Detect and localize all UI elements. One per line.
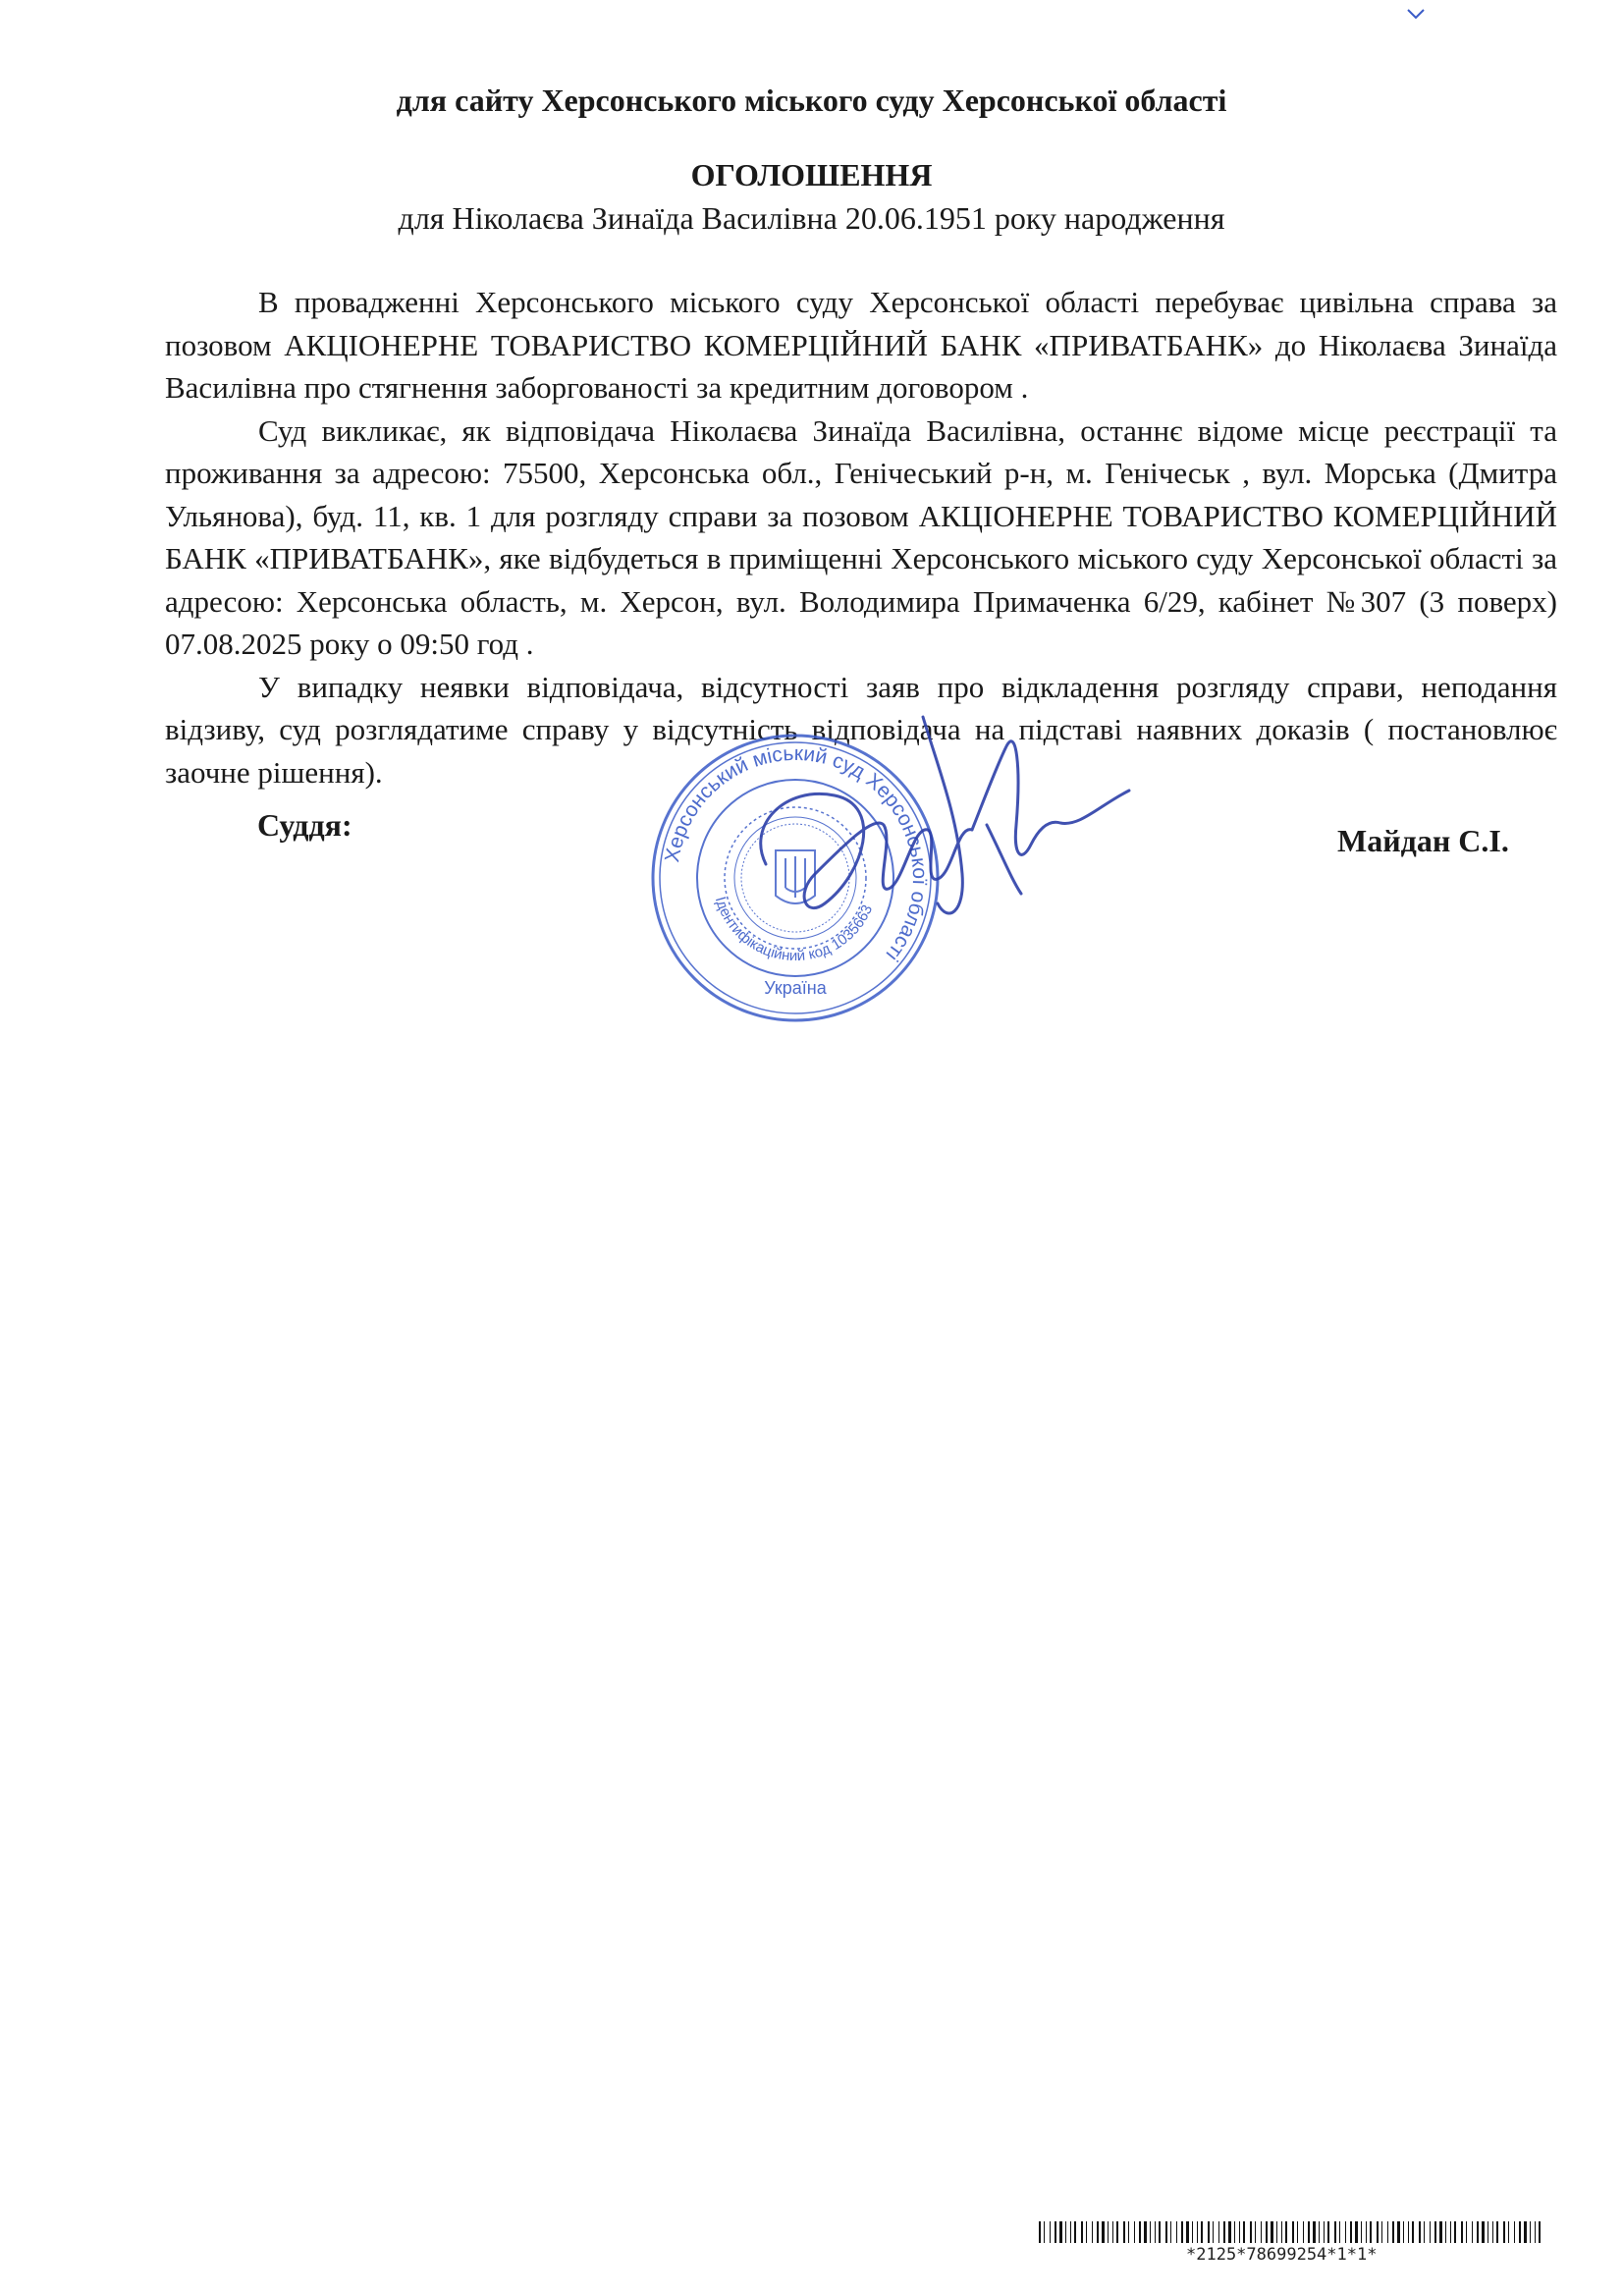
barcode-bar [1327,2221,1329,2243]
barcode-bar [1276,2221,1277,2243]
barcode-bar [1074,2221,1076,2243]
barcode-bar [1445,2221,1446,2243]
barcode-bar [1477,2221,1479,2243]
document-barcode [1039,2221,1543,2284]
barcode-bar [1243,2221,1245,2243]
barcode-bar [1454,2221,1456,2243]
barcode-bar [1112,2221,1113,2243]
barcode-bar [1228,2221,1231,2243]
paragraph-summons: Суд викликає, як відповідача Ніколаєва Зинаїда Василівна, останнє відоме місце реєстрації та проживання за адресою: 75500, Херсонська обл., Генічеський р-н, м. Генічеськ , вул. Морська (Дмитра Ульянова), буд. 11, кв. 1 для розгляду справи за позовом АКЦІОНЕРНЕ ТОВАРИСТВО КОМЕРЦІЙНИЙ БАНК «ПРИВАТБАНК», яке відбудеться в приміщенні Херсонського міського суду Херсонської області за адресою: Херсонська область, м. Херсон, вул. Володимира Примаченка 6/29, кабінет №307 (3 поверх) 07.08.2025 року о 09:50 год . [165,412,1557,661]
barcode-bar [1370,2221,1372,2243]
barcode-bar [1197,2221,1198,2243]
barcode-bar [1408,2221,1409,2243]
barcode-bar [1297,2221,1298,2243]
barcode-bar [1218,2221,1219,2243]
barcode-bar [1392,2221,1394,2243]
barcode-bar [1108,2221,1109,2243]
barcode-bar [1255,2221,1256,2243]
barcode-bar [1086,2221,1087,2243]
barcode-bar [1050,2221,1051,2243]
barcode-bar [1466,2221,1467,2243]
barcode-bar [1059,2221,1062,2243]
barcode-bar [1377,2221,1379,2243]
barcode-bar [1116,2221,1118,2243]
barcode-bar [1065,2221,1066,2243]
barcode-bar [1055,2221,1056,2243]
barcode-bar [1492,2221,1493,2243]
barcode-bar [1234,2221,1235,2243]
barcode-bar [1303,2221,1304,2243]
paragraph-case-info: В провадженні Херсонського міського суду Херсонської області перебуває цивільна справа за позовом АКЦІОНЕРНЕ ТОВАРИСТВО КОМЕРЦІЙНИЙ БАНК «ПРИВАТБАНК» до Ніколаєва Зинаїда Василівна про стягнення заборгованості за кредитним договором . [165,285,1557,405]
barcode-bar [1128,2221,1129,2243]
barcode-bar [1424,2221,1425,2243]
barcode-number: *2125*78699254*1*1* [1186,2245,1378,2265]
barcode-bar [1334,2221,1336,2243]
barcode-bar [1434,2221,1436,2243]
barcode-bar [1155,2221,1156,2243]
barcode-bar [1430,2221,1431,2243]
barcode-bar [1070,2221,1071,2243]
barcode-bar [1324,2221,1325,2243]
barcode-bar [1397,2221,1400,2243]
site-header-line: для сайту Херсонського міського суду Херсонської області [396,82,1227,118]
barcode-bar [1292,2221,1294,2243]
document-subtitle: для Ніколаєва Зинаїда Василівна 20.06.1951 року народження [398,200,1225,236]
barcode-bar [1419,2221,1421,2243]
barcode-bar [1355,2221,1358,2243]
barcode-bar [1412,2221,1414,2243]
barcode-bar [1503,2221,1505,2243]
barcode-bar [1472,2221,1473,2243]
seal-country-text: Україна [764,978,827,998]
barcode-bar [1461,2221,1463,2243]
barcode-bar [1535,2221,1536,2243]
barcode-bar [1524,2221,1527,2243]
barcode-bar [1345,2221,1346,2243]
document-title: ОГОЛОШЕННЯ [690,157,933,192]
barcode-bar [1213,2221,1214,2243]
barcode-bar [1313,2221,1316,2243]
barcode-bar [1239,2221,1240,2243]
barcode-bar [1266,2221,1268,2243]
barcode-bar [1097,2221,1099,2243]
barcode-bar [1271,2221,1273,2243]
barcode-bar [1250,2221,1252,2243]
judge-name: Майдан С.І. [1337,823,1509,858]
barcode-bar [1308,2221,1310,2243]
barcode-bar [1181,2221,1183,2243]
barcode-bar [1539,2221,1541,2243]
barcode-bar [1482,2221,1485,2243]
barcode-bar [1450,2221,1451,2243]
judge-signature [727,707,1159,953]
barcode-bar [1366,2221,1367,2243]
barcode-bar [1319,2221,1320,2243]
barcode-bars [1039,2221,1543,2243]
barcode-bar [1139,2221,1141,2243]
barcode-bar [1150,2221,1151,2243]
seal-ring-text: Херсонський міський суд Херсонської області [661,741,932,965]
barcode-bar [1508,2221,1509,2243]
barcode-bar [1044,2221,1045,2243]
barcode-bar [1403,2221,1404,2243]
barcode-bar [1281,2221,1282,2243]
barcode-bar [1186,2221,1189,2243]
seal-inner-text: Ідентифікаційний код 1035663 [711,895,877,965]
barcode-bar [1159,2221,1161,2243]
barcode-bar [1387,2221,1388,2243]
barcode-bar [1514,2221,1515,2243]
barcode-bar [1339,2221,1340,2243]
barcode-bar [1285,2221,1287,2243]
barcode-bar [1361,2221,1362,2243]
barcode-bar [1261,2221,1262,2243]
barcode-bar [1170,2221,1171,2243]
barcode-bar [1039,2221,1041,2243]
barcode-bar [1081,2221,1083,2243]
barcode-bar [1530,2221,1531,2243]
judge-label: Суддя: [257,807,352,843]
barcode-bar [1223,2221,1225,2243]
barcode-bar [1208,2221,1210,2243]
barcode-bar [1496,2221,1498,2243]
barcode-bar [1381,2221,1382,2243]
barcode-bar [1165,2221,1167,2243]
scan-mark-icon [1406,8,1426,20]
barcode-bar [1144,2221,1147,2243]
barcode-bar [1102,2221,1105,2243]
barcode-bar [1134,2221,1135,2243]
barcode-bar [1192,2221,1193,2243]
barcode-bar [1092,2221,1093,2243]
paragraph-consequences: У випадку неявки відповідача, відсутності заяв про відкладення розгляду справи, неподання відзиву, суд розглядатиме справу у відсутність відповідача на підставі наявних доказів ( постановлює заочне рішення). [165,669,1557,790]
barcode-bar [1123,2221,1125,2243]
barcode-bar [1439,2221,1442,2243]
barcode-bar [1350,2221,1352,2243]
barcode-bar [1176,2221,1177,2243]
barcode-bar [1519,2221,1521,2243]
barcode-bar [1201,2221,1203,2243]
